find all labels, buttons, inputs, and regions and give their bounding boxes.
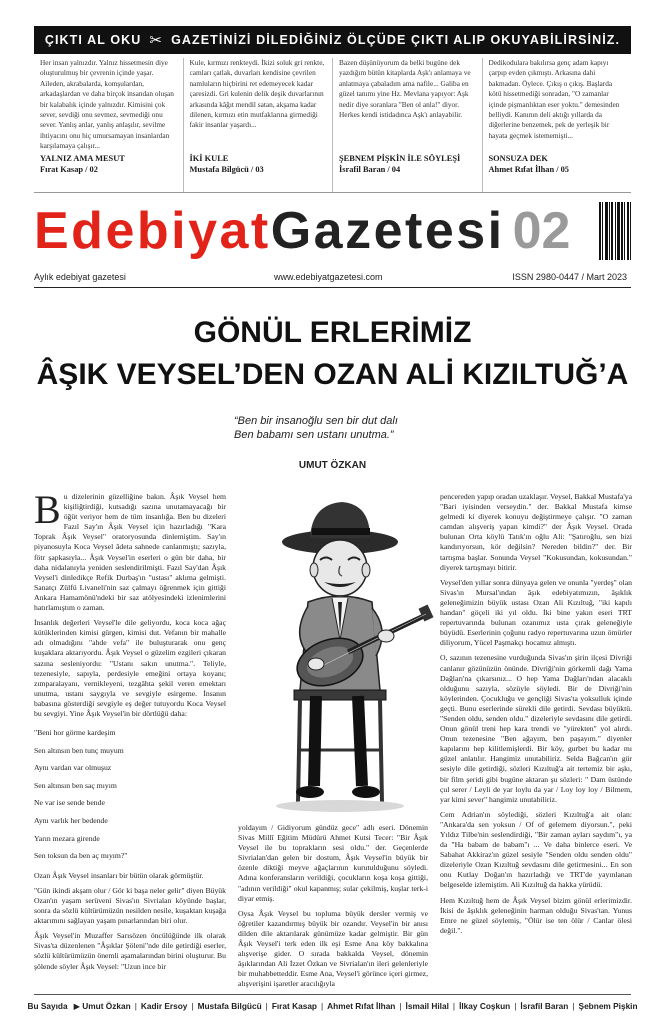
footer-author[interactable]: Umut Özkan: [82, 1000, 131, 1011]
teaser-text: Her insan yalnızdır. Yalnız hissetmesin diye oluşturulmuş bir çevrenin içinde yaşar. Aileden, akrabalarda, komşulardan, arkadaşlardan ve daha birçok insandan oluşan bir kalabalık içinde yalnızdır. Kimisini çok sever, sevdiği onu sevmez, sevmediği onu sever. Yanlış anlar, yanlış anlaşılır, sevilme ihtiyacını onu hiç umursamayan insanlardan karşılamaya çalışır...: [40, 58, 174, 151]
footer-author[interactable]: İlkay Coşkun: [459, 1000, 511, 1011]
poem-line: Ne var ise sende bende: [34, 798, 105, 808]
teaser-title: YALNIZ AMA MESUT: [40, 154, 125, 163]
footer-author[interactable]: Mustafa Bilgücü: [197, 1000, 262, 1011]
poem-line: Sen toksun da ben aç mıyım?": [34, 851, 128, 861]
teaser-title: ŞEBNEM PİŞKİN İLE SÖYLEŞİ: [339, 154, 461, 163]
triangle-icon: ▶: [73, 1000, 80, 1011]
teaser-author: Mustafa Bilgücü / 03: [189, 165, 264, 174]
article-paragraph: yoldayım / Gidiyorum gündüz gece" adlı eseri. Dönemin Sivas Millî Eğitim Müdürü Ahmet Kutsi Tecer: "Bir Âşık Veysel ile bu toprakların sesi oldu." der. Geçenlerde Sivrialan'dan gelen bir dostum, Âşık Veysel'in büyük bir özenle diktiği meyve ağaçlarının kurutulduğunu söyledi. Adına konferansların verildiği, çocukların koşa koşa gittiği, "adının verildiği" okul kapanmış; sular çekilmiş, kuşlar terk-i diyar etmiş.: [238, 823, 428, 903]
teaser-strip: [34, 58, 631, 193]
issn-date: ISSN 2980-0447 / Mart 2023: [512, 272, 627, 282]
article-paragraph: Âşık Veysel'in Muzaffer Sarısözen öncülüğünde ilk olarak Sivas'ta düzenlenen "Âşıklar Şöleni"nde dile getirdiği eserler, sözlü kültürümüzün önemli aşamalarından birini oluşturur. Bu şölende söyler Âşık Veysel: "Uzun ince bir: [34, 931, 226, 971]
article-paragraph: İnsanlık değerleri Veysel'le dile geliyordu, koca koca ağaç kütüklerinden kimisi gürgen, kimisi dut. Vefanın bir mahalle adı olmadığını "ahde vefa" ile buluşturarak onu genç kuşaklara aktarıyordu. Âşık Veysel o güzelim ezgileri çıkaran sazına sesleniyordu: "Ustanı sakın unutma.". Teliyle, tezenesiyle, sapıyla, perdesiyle emeğini ortaya koyanı; zımparalayanı, vernikleyeni, tezgâhta şekil veren emektarı unutma, ustanı saygıyla ve sevgiyle esirgeme. İnsanın babasına gösterdiği sevgiyle eş değer tutuyordu Koca Veysel bu sevgiyi. Yine Âşık Veysel'in bir dörtlüğü daha:: [34, 618, 226, 718]
teaser-title: İKİ KULE: [189, 154, 229, 163]
footer-author[interactable]: Fırat Kasap: [271, 1000, 317, 1011]
teaser-author: İsrafil Baran / 04: [339, 165, 401, 174]
footer-author[interactable]: Kadir Ersoy: [140, 1000, 188, 1011]
footer-author[interactable]: İsrafil Baran: [520, 1000, 569, 1011]
poem-line: Sen altınsın ben saç mıyım: [34, 780, 117, 790]
footer-label: Bu Sayıda: [27, 1000, 68, 1011]
teaser-2[interactable]: [184, 58, 334, 192]
poem-line: Aynı vardan var olmuşuz: [34, 763, 112, 773]
teaser-3[interactable]: [333, 58, 483, 192]
headline-line-1: GÖNÜL ERLERİMİZ: [193, 316, 472, 349]
article-paragraph: O, sazının tezenesine vurduğunda Sivas'ın şirin ilçesi Divriği canlanır gözünüzün önünde. Divriği'nin görkemli dağı Yama Dağları'na çıkarsınız... O hep Yama Dağları'ndan alacaklı olduğunu sazıyla, sözüyle söyledi. Bir de Divriği'nin köylerinden. Çocukluğu ve gençliği Sivas'ta yoksulluk içinde geçti. Bunu eserlerinde sürekli dile getirdi. Sevdası büyüktü. "Senden oldu, senden oldu." dizeleriyle sevdasını dile getirdi. Onun gönül treni hep kara trendi ve "yürekten" yol alırdı. Onun tezenesine "Ben ağayım, ben paşayım." diyenler kapılarını hep kilitlemişlerdi. Bir köy, gurbet bu kadar mı güzel anlatılır. Hangimiz unutabiliriz. Selda Bağcan'ın gür sesiyle dile getirdiği, sözleri Kızıltuğ'a ait tertemiz bir aşkı, bir film şeridi gibi bugüne aktaran şu sözleri: " Dam üstünde çul serer / Leyli de yar loylu da yar / Loy loy loy / Bilmem, yar kimi sever" hangimiz unutabiliriz.: [440, 653, 632, 804]
masthead-divider: [34, 287, 631, 288]
teaser-1[interactable]: [34, 58, 184, 192]
article-headline: [34, 312, 631, 396]
article-paragraph: Ozan Âşık Veysel insanları bir bütün olarak görmüştür.: [34, 870, 204, 880]
website-link[interactable]: www.edebiyatgazetesi.com: [274, 272, 383, 282]
pull-quote: [234, 414, 494, 442]
poem-line: Sen altınsın ben tunç muyum: [34, 745, 124, 755]
article-column-3: [440, 492, 632, 1002]
drop-cap: B: [34, 492, 61, 532]
newspaper-logo: [34, 200, 570, 262]
logo-word-black: Gazetesi: [270, 202, 505, 260]
asik-veysel-illustration: [258, 490, 436, 818]
article-paragraph: Oysa Âşık Veysel bu topluma büyük dersler vermiş ve öğretiler kazandırmış büyük bir ozandır. Veysel'in bir anısı dilden dile aktarılarak günümüze kadar gelmiştir. Bir gün Âşık Veysel'i terk eden ilk eşi Esme Ana köy bakkalına alışverişe gider. O sırada bakkalda Veysel, dönemin âşıklarından Ali İzzet Özkan ve Sivrialan'ın ileri gelenleriyle bir muhabbetteddir. Esme Ana, Veysel'i görünce içeri girmez, alışverişini işaretler aracılığıyla: [238, 908, 428, 989]
in-this-issue-footer: Bu Sayıda ▶ Umut Özkan | Kadir Ersoy | Mustafa Bilgücü | Fırat Kasap | Ahmet Rıfat İlhan | İsmail Hilal | İlkay Coşkun | İsrafil Baran | Şebnem Pişkin: [34, 994, 631, 1016]
footer-author[interactable]: İsmail Hilal: [405, 1000, 449, 1011]
topbar-left-text: ÇIKTI AL OKU: [44, 33, 142, 47]
poem-stanza: [34, 724, 226, 865]
footer-author[interactable]: Şebnem Pişkin: [578, 1000, 638, 1011]
barcode-icon: [599, 202, 631, 260]
article-paragraph: "Gün ikindi akşam olur / Gör ki başa neler gelir" diyen Büyük Ozan'ın yaşam serüveni Sivas'ın Sivrialan köyünde başlar, sonra da sözlü kültürümüzün nesilden nesile, kuşaktan kuşağa aktarımını sağlayan yaşam pınarlarından biri olur.: [34, 885, 226, 926]
footer-author[interactable]: Ahmet Rıfat İlhan: [327, 1000, 396, 1011]
article-column-2: [238, 823, 428, 1003]
article-paragraph: Cem Adrian'ın söylediği, sözleri Kızıltuğ'a ait olan: "Ankara'da sen yoksun / Of of gelemem diyorsun.", peki Yıldız Tilbe'nin seslendirdiği, "Bir zaman ayları saydım"ı, ya da "Ha babam de babam"ı ... Ve daha binlerce eseri. Ve Sabahat Akkiraz'ın güzel sesiyle "Senden oldu senden oldu" dizeleriyle Ozan Kızıltuğ sevdasını dile getirmesini... En son onu Kutlay Doğan'ın hazırladığı ve TRT'de yayınlanan belgeselde izlemiştim. Ali Kızıltuğ da hakka yürüdü.: [440, 809, 632, 890]
issue-number: 02: [512, 202, 571, 260]
byline: UMUT ÖZKAN: [298, 460, 367, 471]
poem-line: Aynı varlık her bedende: [34, 816, 108, 826]
poem-line: "Beni hor görme kardeşim: [34, 728, 116, 738]
top-banner: [34, 26, 631, 54]
topbar-right-text: GAZETİNİZİ DİLEDİĞİNİZ ÖLÇÜDE ÇIKTI ALIP OKUYABİLİRSİNİZ.: [171, 33, 621, 47]
logo-word-red: Edebiyat: [34, 202, 271, 260]
masthead: [34, 200, 631, 264]
teaser-author: Ahmet Rıfat İlhan / 05: [488, 165, 569, 174]
article-paragraph: Hem Kızıltuğ hem de Âşık Veysel bizim gönül erlerimizdir. İkisi de âşıklık geleneğinin harman olduğu Sivas'tan. Yunus Emre ne güzel söylemiş, "Ölür ise ten ölür / Canlar ölesi değil.".: [440, 895, 632, 935]
article-paragraph: Veysel'den yıllar sonra dünyaya gelen ve onunla "yerdeş" olan Sivas'ın Mursal'ından âşık edebiyatımızın, âşıklık geleneğimizin büyük ustası Ozan Ali Kızıltuğ, "iki kapılı handan" göçeli iki yıl oldu. İki bine yakın eseri TRT repertuvarında bulunan ozanımız usta çırak geleneğiyle büyüdü. Eserlerinin çoğunu radyo repertuvarına uzun ömürler diliyorum, Yücel Paşmakçı hocamız almıştı.: [440, 577, 632, 648]
teaser-title: SONSUZA DEK: [488, 154, 548, 163]
teaser-text: Kule, kırmızı renkteydi. İkizi soluk gri renkte, camları çatlak, duvarları kendisine çevrilen namluların hiçbirini ret edemeyecek kadar çaresizdi. Gri kulenin delik deşik duvarlarının arkasında kâğıt mendil satan, akşama kadar dilenen, kırmızı etin mutfaklarına girmediği fakir insanlar yaşardı...: [189, 58, 325, 130]
tagline: Aylık edebiyat gazetesi: [34, 272, 126, 282]
article-paragraph: pencereden yapıp oradan uzaklaşır. Veysel, Bakkal Mustafa'ya "Bari iyisinden verseydin." der. Bakkal Mustafa kimse gelmedi ki diyerek konuyu değiştirmeye çalışır. "O zaman camdan alışveriş yapan kimdi?" der Âşık Veysel. Orada bulunan Orta köylü Tatık'ın oğlu Ali: "Şatıroğlu, sen bizi kandırıyorsun, kör değilsin? Nereden bildin?" der. Bir tartışma başlar. Sonunda Veysel "Kokusundan, kokusundan." diyerek tartışmayı bitirir.: [440, 492, 632, 572]
quote-line-1: “Ben bir insanoğlu sen bir dut dalı: [234, 415, 398, 427]
teaser-author: Fırat Kasap / 02: [40, 165, 98, 174]
quote-line-2: Ben babamı sen ustanı unutma.”: [234, 429, 394, 441]
teaser-4[interactable]: [483, 58, 632, 192]
scissors-icon: ✂: [149, 32, 164, 49]
article-paragraph: Bu dizelerinin güzelliğine bakın. Âşık Veysel hem kişiliğtirdiği, kutsadığı sazına unutamayacağı bir öğüt veriyor hem de tüm insanlığa. Ben bu dizeleri Fazıl Say'ın Âşık Veysel için hazırladığı "Kara Toprak Âşık Veysel" oratoryosunda dinlemiştim. Say'ın piyanosuyla Koca Veysel âdeta sahnede canlanmıştı; sazıyla, fötr şapkasıyla... Âşık Veysel'in eserleri o gün bir daha, bir daha nidalanıyla yeniden seslendirilmişti. Fazıl Say'dan Âşık Veysel'i dinledikçe Refik Durbaş'ın "ustası" aklıma gelmişti. Sanatçı Zülfü Livaneli'nin saz çalmayı öğrenmek için gittiği Ankara Hamamönü'ndeki bir saz atölyesindeki izlenimlerini hatırlamıştım o zaman.: [34, 492, 226, 613]
teaser-text: Dedikodulara bakılırsa genç adam kapıyı çarpıp evden çıkmıştı. Arkasına dahi bakmadan. Öylece. Çıkış o çıkış. Başlarda kötü hissetmediği sonradan, "O zamanlar içinde pişmanlıktan eser yoktu." demesinden belliydi. Kanının deli aktığı yıllarda da diğerlerine benzemek, pek de yerleşik bir hayata geçmek istememişti...: [488, 58, 620, 140]
article-column-1: [34, 492, 226, 1002]
masthead-subline: [34, 272, 631, 286]
teaser-text: Bazen düşünüyorum da belki bugüne dek yazdığım bütün kitaplarda Aşk'ı anlamaya ve anlatmaya çabaladım ama nafile... Galiba en güzel tanımı yine Hz. Mevlana yapıyor: Aşk nedir diye soranlara "Ben ol anla!" diyor. Herkes kendi istidadınca Aşk'ı anlayabilir.: [339, 58, 471, 120]
headline-line-2: ÂŞIK VEYSEL’DEN OZAN ALİ KIZILTUĞ’A: [36, 358, 629, 391]
poem-line: Yarın mezara girende: [34, 833, 100, 843]
